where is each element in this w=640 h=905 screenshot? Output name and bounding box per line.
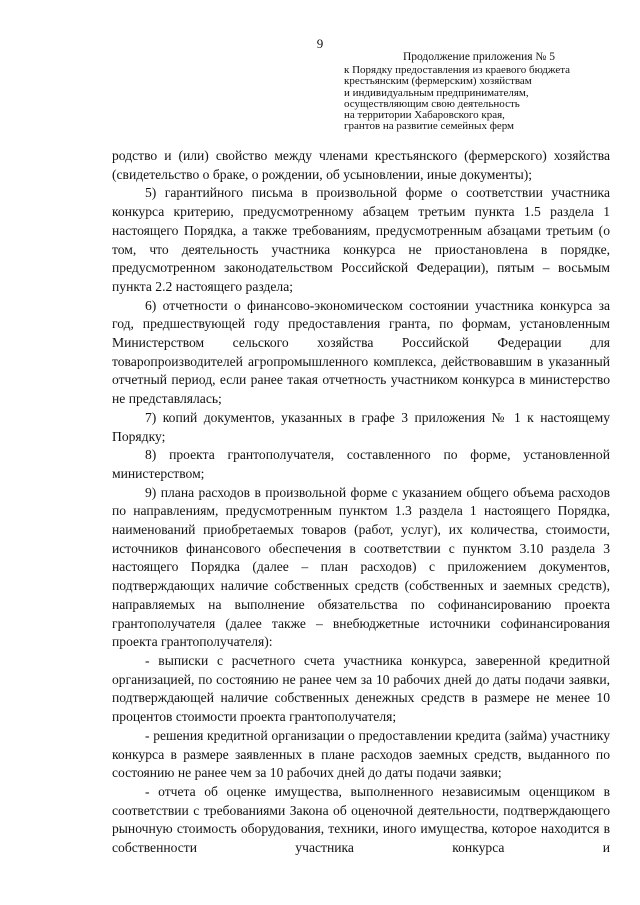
paragraph-bullet-credit-decision: - решения кредитной организации о предоставлении кредита (займа) участнику конкурса в размере заявленных в плане расходов заемных средств, выданного по состоянию не ранее чем за 10 рабочих дней до даты подачи заявки; xyxy=(112,727,610,781)
appendix-line: крестьянским (фермерским) хозяйствам xyxy=(344,75,532,88)
appendix-line: грантов на развитие семейных ферм xyxy=(344,120,515,133)
appendix-line: осуществляющим свою деятельность xyxy=(344,97,520,110)
paragraph-item-8: 8) проекта грантополучателя, составленного по форме, установленной министерством; xyxy=(112,447,610,481)
paragraph-item-7: 7) копий документов, указанных в графе 3 приложения № 1 к настоящему Порядку; xyxy=(112,409,610,444)
paragraph-item-5: 5) гарантийного письма в произвольной форме о соответствии участника конкурса критерию, предусмотренному абзацем третьим пункта 1.5 раздела 1 настоящего Порядка, а также требованиям, предусмотренным абзацами третьим (о том, что деятельность участника конкурса не приостановлена в порядке, предусмотренном законодательством Российской Федерации), пятым – восьмым пункта 2.2 настоящего раздела; xyxy=(112,185,610,294)
page-number: 9 xyxy=(316,36,324,51)
appendix-line: и индивидуальным предпринимателям, xyxy=(344,86,529,99)
appendix-title: Продолжение приложения № 5 xyxy=(402,51,556,63)
paragraph-bullet-statement: - выписки с расчетного счета участника конкурса, заверенной кредитной организацией, по состоянию не ранее чем за 10 рабочих дней до даты подачи заявки, подтверждающей наличие собственных денежных средств в размере не менее 10 процентов стоимости проекта грантополучателя; xyxy=(112,652,610,725)
paragraph-bullet-valuation-report: - отчета об оценке имущества, выполненного независимым оценщиком в соответствии с требованиями Закона об оценочной деятельности, подтверждающего рыночную стоимость оборудования, техники, иного имущества, которое находится в собственности участника конкурса и xyxy=(112,783,610,856)
appendix-line: к Порядку предоставления из краевого бюджета xyxy=(344,64,571,77)
appendix-header xyxy=(344,52,614,132)
document-body xyxy=(112,147,610,858)
paragraph-item-9: 9) плана расходов в произвольной форме с указанием общего объема расходов по направлениям, предусмотренным пунктом 1.3 раздела 1 настоящего Порядка, наименований приобретаемых товаров (работ, услуг), их количества, стоимости, источников финансового обеспечения в соответствии с пунктом 3.10 раздела 3 настоящего Порядка (далее – план расходов) с приложением документов, подтверждающих наличие собственных средств (собственных и заемных средств), направляемых на выполнение обязательства по софинансированию проекта грантополучателя (далее также – внебюджетные источники софинансирования проекта грантополучателя): xyxy=(112,484,610,650)
paragraph-continuation: родство и (или) свойство между членами крестьянского (фермерского) хозяйства (свидетельство о браке, о рождении, об усыновлении, иные документы); xyxy=(112,148,610,182)
appendix-line: на территории Хабаровского края, xyxy=(344,109,505,122)
paragraph-item-6: 6) отчетности о финансово-экономическом состоянии участника конкурса за год, предшествующей году предоставления гранта, по формам, установленным Министерством сельского хозяйства Российской Федерации для товаропроизводителей агропромышленного комплекса, действовавшим в указанный отчетный период, если ранее такая отчетность участником конкурса в министерство не представлялась; xyxy=(112,297,610,407)
